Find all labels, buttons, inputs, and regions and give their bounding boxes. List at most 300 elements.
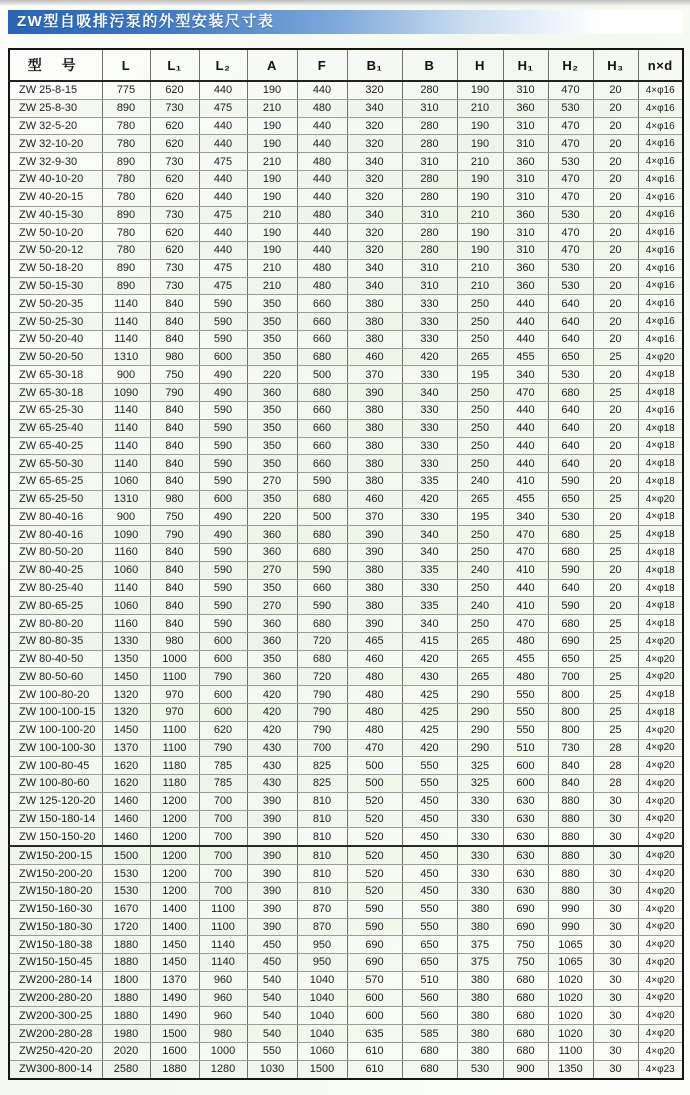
value-cell: 750 [150,366,199,384]
value-cell: 1160 [102,544,150,562]
value-cell: 290 [457,721,503,739]
value-cell: 840 [150,473,199,491]
value-cell: 1140 [102,579,150,597]
value-cell: 420 [247,721,297,739]
value-cell: 330 [457,792,503,810]
value-cell: 520 [347,828,402,846]
value-cell: 620 [150,117,199,135]
value-cell: 840 [548,757,593,775]
value-cell: 1040 [297,989,347,1007]
value-cell: 490 [199,384,247,402]
model-cell: ZW150-180-38 [9,936,102,954]
value-cell: 680 [402,1042,457,1060]
value-cell: 810 [297,828,347,846]
value-cell: 1500 [297,1060,347,1079]
value-cell: 4×φ20 [638,792,683,810]
value-cell: 960 [199,989,247,1007]
value-cell: 4×φ18 [638,366,683,384]
value-cell: 520 [347,792,402,810]
value-cell: 20 [593,455,638,473]
model-cell: ZW 40-20-15 [9,188,102,206]
value-cell: 4×φ20 [638,1025,683,1043]
value-cell: 380 [347,455,402,473]
value-cell: 380 [457,918,503,936]
column-header-5: F [297,49,347,81]
value-cell: 350 [247,455,297,473]
value-cell: 840 [150,401,199,419]
value-cell: 375 [457,954,503,972]
value-cell: 20 [593,117,638,135]
value-cell: 420 [247,686,297,704]
value-cell: 440 [199,135,247,153]
model-cell: ZW 100-100-30 [9,739,102,757]
value-cell: 880 [548,846,593,864]
value-cell: 25 [593,721,638,739]
value-cell: 970 [150,703,199,721]
value-cell: 430 [247,757,297,775]
value-cell: 20 [593,330,638,348]
table-row [9,846,683,864]
model-cell: ZW 80-65-25 [9,597,102,615]
value-cell: 380 [347,579,402,597]
value-cell: 1060 [297,1042,347,1060]
value-cell: 590 [199,330,247,348]
value-cell: 2020 [102,1042,150,1060]
value-cell: 210 [247,206,297,224]
value-cell: 360 [503,99,548,117]
value-cell: 590 [347,900,402,918]
value-cell: 20 [593,561,638,579]
value-cell: 4×φ20 [638,918,683,936]
value-cell: 280 [402,81,457,99]
value-cell: 470 [503,384,548,402]
value-cell: 330 [457,846,503,864]
value-cell: 20 [593,206,638,224]
value-cell: 660 [297,330,347,348]
value-cell: 480 [503,668,548,686]
value-cell: 700 [199,883,247,901]
model-cell: ZW 100-80-20 [9,686,102,704]
value-cell: 4×φ20 [638,936,683,954]
value-cell: 660 [297,295,347,313]
value-cell: 1020 [548,1007,593,1025]
model-cell: ZW 65-30-18 [9,384,102,402]
column-header-1: L [102,49,150,81]
table-row [9,971,683,989]
value-cell: 20 [593,259,638,277]
value-cell: 790 [297,703,347,721]
table-row [9,81,683,99]
value-cell: 310 [503,135,548,153]
model-cell: ZW 80-40-50 [9,650,102,668]
value-cell: 1140 [199,936,247,954]
value-cell: 340 [347,206,402,224]
value-cell: 20 [593,242,638,260]
value-cell: 600 [199,490,247,508]
value-cell: 450 [247,936,297,954]
value-cell: 775 [102,81,150,99]
value-cell: 4×φ20 [638,668,683,686]
value-cell: 4×φ16 [638,188,683,206]
value-cell: 550 [402,757,457,775]
value-cell: 330 [457,828,503,846]
table-row [9,508,683,526]
value-cell: 240 [457,561,503,579]
value-cell: 475 [199,99,247,117]
value-cell: 870 [297,900,347,918]
value-cell: 25 [593,615,638,633]
value-cell: 380 [347,437,402,455]
value-cell: 530 [548,259,593,277]
value-cell: 640 [548,401,593,419]
value-cell: 730 [150,206,199,224]
value-cell: 265 [457,632,503,650]
value-cell: 1450 [102,668,150,686]
value-cell: 600 [347,1007,402,1025]
value-cell: 1450 [102,721,150,739]
value-cell: 630 [503,883,548,901]
value-cell: 610 [347,1042,402,1060]
value-cell: 210 [457,206,503,224]
value-cell: 30 [593,1042,638,1060]
value-cell: 600 [199,632,247,650]
value-cell: 280 [402,117,457,135]
value-cell: 635 [347,1025,402,1043]
value-cell: 690 [347,954,402,972]
value-cell: 4×φ16 [638,277,683,295]
value-cell: 440 [503,313,548,331]
value-cell: 330 [457,865,503,883]
value-cell: 1065 [548,954,593,972]
column-header-2: L₁ [150,49,199,81]
value-cell: 350 [247,419,297,437]
table-row [9,703,683,721]
value-cell: 810 [297,810,347,828]
value-cell: 330 [402,455,457,473]
value-cell: 1880 [150,1060,199,1079]
value-cell: 390 [247,865,297,883]
model-cell: ZW 65-25-40 [9,419,102,437]
value-cell: 265 [457,650,503,668]
model-cell: ZW 32-10-20 [9,135,102,153]
value-cell: 4×φ16 [638,117,683,135]
value-cell: 440 [199,171,247,189]
value-cell: 4×φ16 [638,259,683,277]
value-cell: 4×φ16 [638,206,683,224]
value-cell: 4×φ20 [638,757,683,775]
value-cell: 1280 [199,1060,247,1079]
value-cell: 825 [297,757,347,775]
value-cell: 440 [297,171,347,189]
value-cell: 330 [402,295,457,313]
value-cell: 730 [150,277,199,295]
value-cell: 265 [457,490,503,508]
value-cell: 350 [247,348,297,366]
value-cell: 360 [247,526,297,544]
value-cell: 20 [593,597,638,615]
value-cell: 310 [503,224,548,242]
value-cell: 320 [347,224,402,242]
value-cell: 480 [347,686,402,704]
value-cell: 430 [402,668,457,686]
value-cell: 325 [457,775,503,793]
value-cell: 590 [199,473,247,491]
value-cell: 790 [150,384,199,402]
value-cell: 4×φ18 [638,526,683,544]
value-cell: 1020 [548,971,593,989]
value-cell: 980 [150,632,199,650]
model-cell: ZW 80-80-20 [9,615,102,633]
model-cell: ZW 80-50-60 [9,668,102,686]
value-cell: 4×φ20 [638,846,683,864]
value-cell: 4×φ16 [638,153,683,171]
value-cell: 455 [503,490,548,508]
value-cell: 335 [402,473,457,491]
value-cell: 310 [402,99,457,117]
table-row [9,473,683,491]
value-cell: 380 [347,561,402,579]
value-cell: 250 [457,437,503,455]
value-cell: 630 [503,846,548,864]
value-cell: 1200 [150,810,199,828]
table-row [9,597,683,615]
value-cell: 700 [199,792,247,810]
value-cell: 390 [347,384,402,402]
value-cell: 810 [297,883,347,901]
value-cell: 800 [548,721,593,739]
value-cell: 4×φ20 [638,1042,683,1060]
dimension-table [8,48,684,1080]
value-cell: 475 [199,206,247,224]
value-cell: 30 [593,936,638,954]
value-cell: 950 [297,954,347,972]
value-cell: 650 [402,954,457,972]
model-cell: ZW 50-20-35 [9,295,102,313]
value-cell: 1460 [102,810,150,828]
value-cell: 340 [503,366,548,384]
value-cell: 475 [199,153,247,171]
table-row [9,171,683,189]
table-row [9,1007,683,1025]
value-cell: 320 [347,171,402,189]
value-cell: 340 [402,384,457,402]
value-cell: 30 [593,971,638,989]
value-cell: 660 [297,313,347,331]
value-cell: 680 [548,384,593,402]
value-cell: 4×φ20 [638,971,683,989]
model-cell: ZW 32-9-30 [9,153,102,171]
model-cell: ZW 50-25-30 [9,313,102,331]
value-cell: 380 [457,900,503,918]
value-cell: 470 [548,242,593,260]
value-cell: 1720 [102,918,150,936]
value-cell: 590 [548,473,593,491]
table-row [9,295,683,313]
table-row [9,366,683,384]
model-cell: ZW 50-20-40 [9,330,102,348]
value-cell: 25 [593,544,638,562]
table-row [9,384,683,402]
value-cell: 280 [402,224,457,242]
value-cell: 410 [503,473,548,491]
value-cell: 470 [548,81,593,99]
value-cell: 440 [199,117,247,135]
value-cell: 190 [457,224,503,242]
value-cell: 340 [347,259,402,277]
value-cell: 840 [150,544,199,562]
value-cell: 730 [150,99,199,117]
value-cell: 380 [347,313,402,331]
value-cell: 325 [457,757,503,775]
value-cell: 530 [548,366,593,384]
value-cell: 470 [548,135,593,153]
value-cell: 480 [297,206,347,224]
value-cell: 190 [247,81,297,99]
value-cell: 470 [548,188,593,206]
value-cell: 460 [347,490,402,508]
value-cell: 310 [503,242,548,260]
value-cell: 680 [548,544,593,562]
value-cell: 350 [247,579,297,597]
value-cell: 20 [593,313,638,331]
value-cell: 4×φ16 [638,313,683,331]
value-cell: 340 [402,544,457,562]
value-cell: 210 [247,277,297,295]
value-cell: 1140 [102,455,150,473]
value-cell: 620 [150,135,199,153]
value-cell: 4×φ18 [638,579,683,597]
value-cell: 28 [593,739,638,757]
value-cell: 1320 [102,703,150,721]
table-row [9,419,683,437]
table-row [9,188,683,206]
value-cell: 250 [457,419,503,437]
column-header-4: A [247,49,297,81]
value-cell: 1350 [102,650,150,668]
value-cell: 470 [503,544,548,562]
value-cell: 360 [247,615,297,633]
value-cell: 560 [402,989,457,1007]
value-cell: 4×φ20 [638,775,683,793]
value-cell: 590 [199,561,247,579]
table-row [9,490,683,508]
model-cell: ZW 50-20-50 [9,348,102,366]
model-cell: ZW 40-15-30 [9,206,102,224]
value-cell: 530 [548,99,593,117]
value-cell: 650 [548,348,593,366]
value-cell: 25 [593,650,638,668]
value-cell: 470 [503,526,548,544]
value-cell: 310 [402,206,457,224]
value-cell: 335 [402,597,457,615]
value-cell: 20 [593,224,638,242]
value-cell: 380 [347,401,402,419]
value-cell: 460 [347,650,402,668]
value-cell: 1090 [102,526,150,544]
value-cell: 340 [503,508,548,526]
value-cell: 1400 [150,900,199,918]
value-cell: 360 [503,259,548,277]
value-cell: 590 [199,544,247,562]
table-row [9,775,683,793]
value-cell: 30 [593,954,638,972]
model-cell: ZW 50-15-30 [9,277,102,295]
value-cell: 1600 [150,1042,199,1060]
value-cell: 980 [150,490,199,508]
value-cell: 840 [150,419,199,437]
model-cell: ZW 80-40-16 [9,526,102,544]
value-cell: 20 [593,188,638,206]
value-cell: 380 [347,295,402,313]
value-cell: 360 [247,668,297,686]
value-cell: 190 [457,242,503,260]
model-cell: ZW 100-100-15 [9,703,102,721]
value-cell: 190 [457,135,503,153]
value-cell: 440 [297,242,347,260]
value-cell: 25 [593,703,638,721]
value-cell: 390 [247,918,297,936]
value-cell: 790 [199,668,247,686]
value-cell: 700 [199,865,247,883]
value-cell: 640 [548,455,593,473]
value-cell: 20 [593,473,638,491]
value-cell: 4×φ16 [638,295,683,313]
value-cell: 1200 [150,846,199,864]
value-cell: 1000 [150,650,199,668]
value-cell: 310 [402,259,457,277]
value-cell: 600 [503,757,548,775]
value-cell: 540 [247,1025,297,1043]
value-cell: 380 [347,419,402,437]
value-cell: 585 [402,1025,457,1043]
value-cell: 4×φ20 [638,490,683,508]
model-cell: ZW200-280-28 [9,1025,102,1043]
value-cell: 440 [297,135,347,153]
table-row [9,686,683,704]
model-cell: ZW200-280-14 [9,971,102,989]
value-cell: 550 [402,918,457,936]
value-cell: 630 [503,810,548,828]
value-cell: 600 [199,686,247,704]
value-cell: 750 [150,508,199,526]
value-cell: 360 [247,544,297,562]
value-cell: 330 [402,437,457,455]
value-cell: 640 [548,313,593,331]
model-cell: ZW150-200-15 [9,846,102,864]
value-cell: 320 [347,242,402,260]
value-cell: 680 [503,1042,548,1060]
column-header-11: H₃ [593,49,638,81]
value-cell: 630 [503,792,548,810]
value-cell: 4×φ20 [638,721,683,739]
table-row [9,135,683,153]
value-cell: 20 [593,437,638,455]
value-cell: 440 [199,81,247,99]
value-cell: 350 [247,330,297,348]
table-row [9,1025,683,1043]
value-cell: 730 [150,153,199,171]
model-cell: ZW 80-40-25 [9,561,102,579]
value-cell: 20 [593,401,638,419]
value-cell: 4×φ18 [638,703,683,721]
value-cell: 280 [402,242,457,260]
value-cell: 590 [199,313,247,331]
value-cell: 20 [593,366,638,384]
value-cell: 190 [457,81,503,99]
model-cell: ZW 50-18-20 [9,259,102,277]
value-cell: 20 [593,508,638,526]
value-cell: 390 [347,615,402,633]
